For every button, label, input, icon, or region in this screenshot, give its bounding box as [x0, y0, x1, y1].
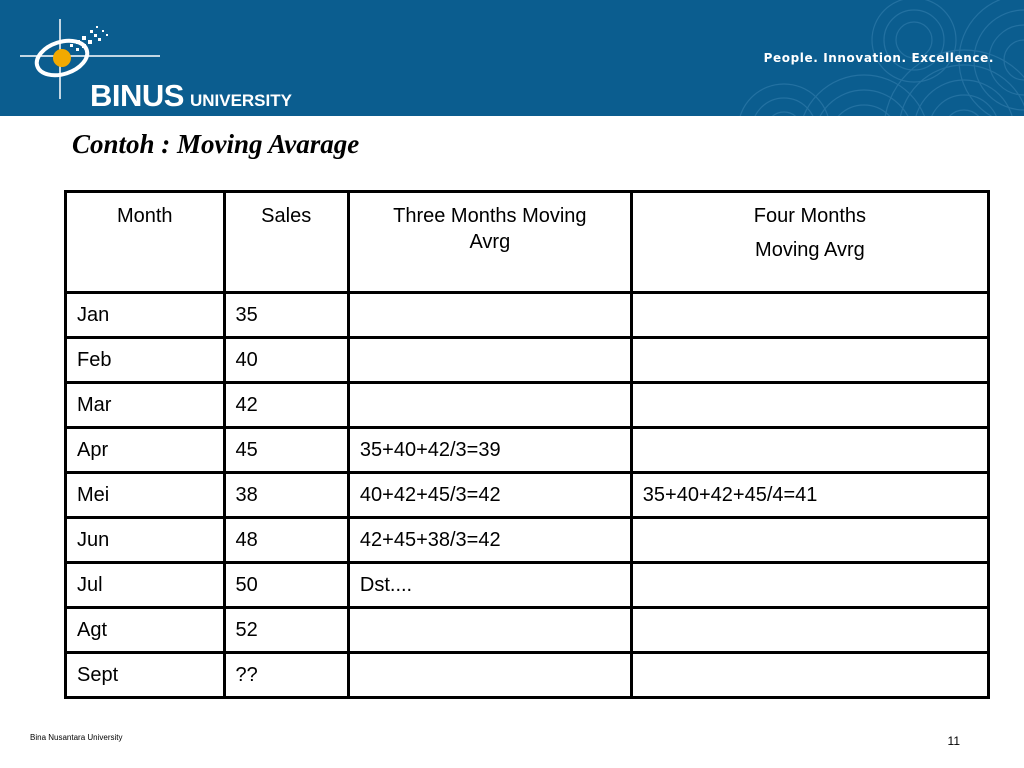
cell-four-months-avg: 35+40+42+45/4=41 [631, 473, 988, 518]
cell-sales: 50 [224, 563, 348, 608]
header-three-months [348, 192, 631, 293]
cell-sales: 48 [224, 518, 348, 563]
cell-four-months-avg [631, 383, 988, 428]
logo-wordmark [90, 78, 292, 114]
tagline: People. Innovation. Excellence. [763, 51, 994, 65]
cell-month: Jul [66, 563, 225, 608]
cell-sales: 45 [224, 428, 348, 473]
cell-month: Sept [66, 653, 225, 698]
table-header-row [66, 192, 989, 293]
cell-four-months-avg [631, 608, 988, 653]
cell-four-months-avg [631, 518, 988, 563]
logo-suffix-text: UNIVERSITY [189, 91, 292, 110]
cell-three-months-avg [348, 383, 631, 428]
header-four-months [631, 192, 988, 293]
cell-month: Mei [66, 473, 225, 518]
slide-title: Contoh : Moving Avarage [72, 129, 360, 159]
header-three-line2: Avrg [469, 231, 511, 253]
cell-month: Apr [66, 428, 225, 473]
cell-four-months-avg [631, 293, 988, 338]
cell-three-months-avg [348, 653, 631, 698]
header-three-line1: Three Months Moving [393, 205, 587, 227]
cell-month: Mar [66, 383, 225, 428]
header-month: Month [66, 192, 225, 293]
cell-four-months-avg [631, 338, 988, 383]
cell-sales: 42 [224, 383, 348, 428]
table-row [66, 338, 989, 383]
header-sales: Sales [224, 192, 348, 293]
cell-three-months-avg: Dst.... [348, 563, 631, 608]
cell-three-months-avg: 40+42+45/3=42 [348, 473, 631, 518]
cell-three-months-avg [348, 608, 631, 653]
cell-four-months-avg [631, 563, 988, 608]
cell-month: Jun [66, 518, 225, 563]
table-row [66, 518, 989, 563]
cell-sales: 38 [224, 473, 348, 518]
cell-four-months-avg [631, 428, 988, 473]
page-number: 11 [947, 734, 960, 748]
cell-sales: ?? [224, 653, 348, 698]
binus-logo [18, 14, 298, 113]
cell-three-months-avg [348, 293, 631, 338]
footer-institution: Bina Nusantara University [30, 733, 123, 742]
cell-month: Jan [66, 293, 225, 338]
cell-sales: 40 [224, 338, 348, 383]
header-four-line2: Moving Avrg [755, 239, 865, 261]
logo-brand-text: BINUS [90, 78, 184, 113]
table-row [66, 428, 989, 473]
header-four-line1: Four Months [753, 205, 867, 227]
table-row [66, 293, 989, 338]
cell-three-months-avg: 35+40+42/3=39 [348, 428, 631, 473]
table-row [66, 608, 989, 653]
table-row [66, 383, 989, 428]
table-row [66, 563, 989, 608]
cell-four-months-avg [631, 653, 988, 698]
cell-month: Agt [66, 608, 225, 653]
cell-sales: 35 [224, 293, 348, 338]
cell-three-months-avg [348, 338, 631, 383]
moving-average-table [64, 190, 990, 699]
cell-three-months-avg: 42+45+38/3=42 [348, 518, 631, 563]
cell-sales: 52 [224, 608, 348, 653]
header-banner [0, 0, 1024, 116]
table-row [66, 653, 989, 698]
cell-month: Feb [66, 338, 225, 383]
table-row [66, 473, 989, 518]
